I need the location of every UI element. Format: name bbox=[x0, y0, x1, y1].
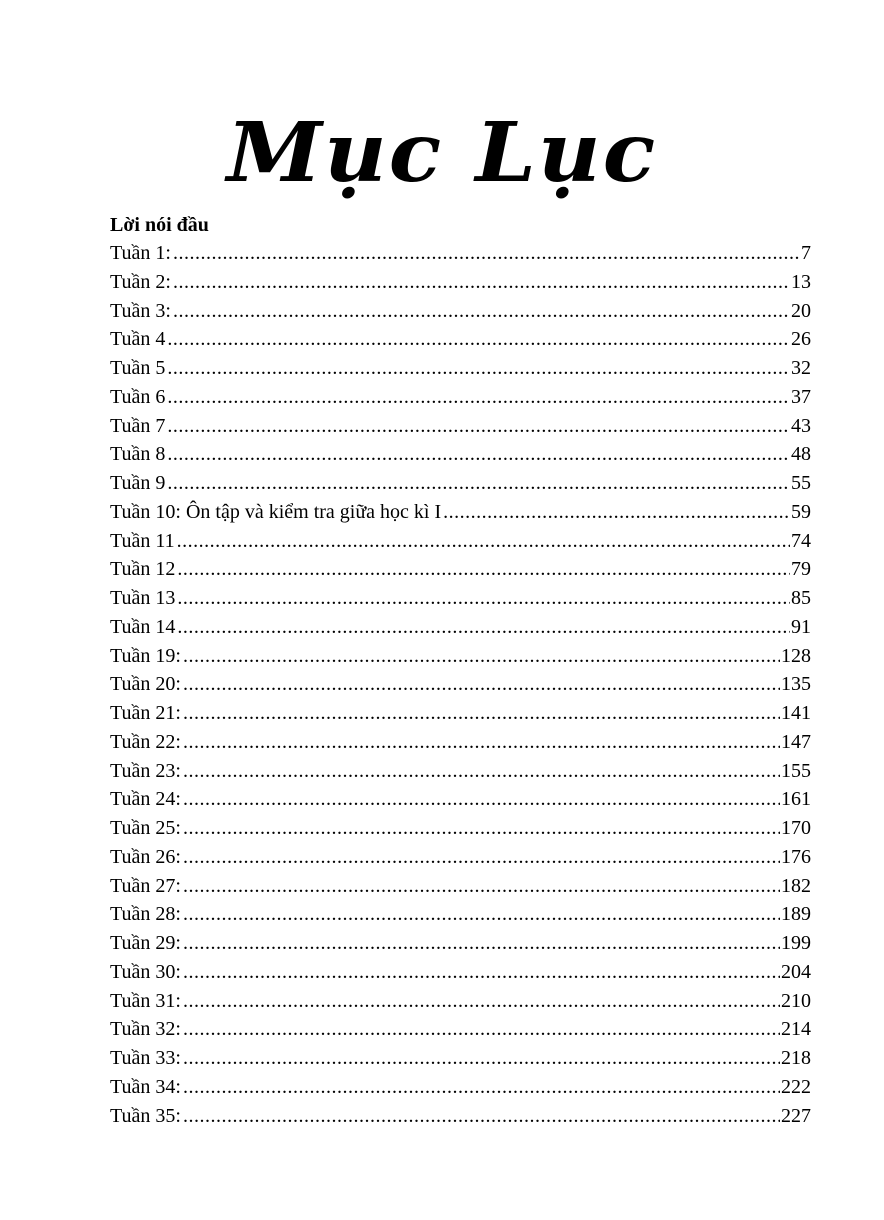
toc-entry-label: Tuần 35: bbox=[110, 1104, 181, 1127]
toc-dot-leader bbox=[173, 239, 800, 267]
toc-entry-page-number: 147 bbox=[781, 730, 811, 753]
toc-dot-leader bbox=[177, 527, 790, 555]
toc-entry bbox=[110, 555, 811, 584]
toc-dot-leader bbox=[177, 584, 790, 612]
toc-entry-label: Tuần 19: bbox=[110, 644, 181, 667]
toc-entry bbox=[110, 268, 811, 297]
toc-entry bbox=[110, 900, 811, 929]
toc-entry-label: Tuần 29: bbox=[110, 932, 181, 954]
toc-entry bbox=[110, 757, 811, 786]
toc-entry bbox=[110, 325, 811, 354]
toc-entry-label: Tuần 14 bbox=[110, 615, 176, 638]
toc-entry-page-number: 20 bbox=[791, 299, 811, 322]
toc-dot-leader bbox=[183, 843, 780, 871]
toc-dot-leader bbox=[167, 354, 790, 382]
toc-entry-label: Tuần 13 bbox=[110, 587, 176, 609]
toc-dot-leader bbox=[183, 814, 780, 842]
preface-heading: Lời nói đầu bbox=[110, 214, 209, 236]
toc-entry-page-number: 91 bbox=[791, 615, 811, 638]
toc-entry-page-number: 128 bbox=[781, 644, 811, 667]
toc-dot-leader bbox=[183, 670, 780, 698]
toc-dot-leader bbox=[183, 699, 780, 727]
toc-dot-leader bbox=[167, 440, 790, 468]
toc-entry bbox=[110, 987, 811, 1016]
toc-dot-leader bbox=[183, 1044, 780, 1072]
toc-entry-label: Tuần 33: bbox=[110, 1047, 181, 1069]
toc-entry-page-number: 214 bbox=[781, 1018, 811, 1041]
toc-dot-leader bbox=[177, 613, 790, 641]
toc-entry-label: Tuần 6 bbox=[110, 385, 166, 408]
toc-entry-page-number: 74 bbox=[791, 529, 811, 552]
toc-entry bbox=[110, 728, 811, 757]
toc-dot-leader bbox=[183, 929, 780, 957]
toc-entry bbox=[110, 527, 811, 556]
toc-entry bbox=[110, 670, 811, 699]
toc-entry bbox=[110, 469, 811, 498]
toc-entry-page-number: 182 bbox=[781, 874, 811, 897]
toc-entry bbox=[110, 584, 811, 613]
toc-entry-label: Tuần 24: bbox=[110, 788, 181, 811]
toc-entry-page-number: 13 bbox=[791, 270, 811, 293]
toc-entry-page-number: 55 bbox=[791, 472, 811, 494]
toc-entry-page-number: 43 bbox=[791, 414, 811, 437]
toc-entry bbox=[110, 1044, 811, 1073]
toc-dot-leader bbox=[183, 642, 780, 670]
toc-entry-page-number: 189 bbox=[781, 903, 811, 926]
toc-entry bbox=[110, 872, 811, 901]
toc-entry-label: Tuần 26: bbox=[110, 845, 181, 868]
toc-entry-label: Tuần 23: bbox=[110, 759, 181, 782]
toc-entry-page-number: 210 bbox=[781, 989, 811, 1012]
toc-dot-leader bbox=[183, 785, 780, 813]
toc-dot-leader bbox=[173, 268, 790, 296]
toc-dot-leader bbox=[183, 987, 780, 1015]
toc-dot-leader bbox=[177, 555, 790, 583]
toc-entry bbox=[110, 498, 811, 527]
toc-dot-leader bbox=[183, 900, 780, 928]
toc-entry-page-number: 204 bbox=[781, 960, 811, 983]
toc-entry bbox=[110, 699, 811, 728]
toc-entry bbox=[110, 239, 811, 268]
toc-entry-label: Tuần 10: Ôn tập và kiểm tra giữa học kì I bbox=[110, 500, 442, 523]
toc-entry-label: Tuần 7 bbox=[110, 414, 166, 437]
toc-entry-label: Tuần 30: bbox=[110, 960, 181, 983]
toc-dot-leader bbox=[183, 958, 780, 986]
toc-entry-page-number: 32 bbox=[791, 357, 811, 379]
toc-entry bbox=[110, 297, 811, 326]
toc-entry-page-number: 135 bbox=[781, 673, 811, 696]
toc-entry-label: Tuần 8 bbox=[110, 443, 166, 466]
toc-entry bbox=[110, 412, 811, 441]
toc-entry-page-number: 59 bbox=[791, 500, 811, 523]
toc-entry-label: Tuần 28: bbox=[110, 903, 181, 926]
toc-dot-leader bbox=[183, 1073, 780, 1101]
toc-entry bbox=[110, 354, 811, 383]
toc-entry-label: Tuần 32: bbox=[110, 1018, 181, 1041]
toc-dot-leader bbox=[167, 469, 790, 497]
toc-entry-label: Tuần 22: bbox=[110, 730, 181, 753]
toc-entry bbox=[110, 1073, 811, 1102]
toc-entry-page-number: 155 bbox=[781, 759, 811, 782]
toc-entry-page-number: 85 bbox=[791, 587, 811, 609]
toc-dot-leader bbox=[443, 498, 790, 526]
toc-dot-leader bbox=[167, 383, 790, 411]
toc-entry-page-number: 161 bbox=[781, 788, 811, 811]
toc-entry bbox=[110, 1015, 811, 1044]
toc-entry bbox=[110, 929, 811, 958]
toc-entry bbox=[110, 785, 811, 814]
toc-entry-label: Tuần 2: bbox=[110, 270, 171, 293]
page-title: Mục Lục bbox=[226, 105, 658, 201]
toc-entry bbox=[110, 958, 811, 987]
toc-entry-page-number: 48 bbox=[791, 443, 811, 466]
toc-entry-label: Tuần 27: bbox=[110, 874, 181, 897]
toc-entry-page-number: 199 bbox=[781, 932, 811, 954]
toc-dot-leader bbox=[167, 325, 790, 353]
toc-entry-page-number: 7 bbox=[801, 242, 811, 264]
toc-entry-label: Tuần 21: bbox=[110, 702, 181, 724]
toc-dot-leader bbox=[167, 412, 790, 440]
toc-dot-leader bbox=[183, 757, 780, 785]
toc-dot-leader bbox=[183, 1015, 780, 1043]
toc-entry-label: Tuần 31: bbox=[110, 989, 181, 1012]
toc-entry-page-number: 141 bbox=[781, 702, 811, 724]
toc-entry bbox=[110, 843, 811, 872]
toc-entry-label: Tuần 4 bbox=[110, 328, 166, 351]
toc-entry-label: Tuần 9 bbox=[110, 472, 166, 494]
toc-entry-page-number: 222 bbox=[781, 1075, 811, 1098]
toc-dot-leader bbox=[183, 728, 780, 756]
toc-entry-page-number: 26 bbox=[791, 328, 811, 351]
toc-entry-page-number: 79 bbox=[791, 558, 811, 581]
toc-entry-page-number: 170 bbox=[781, 817, 811, 839]
toc-entry-label: Tuần 11 bbox=[110, 529, 175, 552]
toc-entry bbox=[110, 642, 811, 671]
toc-dot-leader bbox=[183, 872, 780, 900]
toc-dot-leader bbox=[183, 1102, 780, 1130]
toc-entry-label: Tuần 1: bbox=[110, 242, 171, 264]
toc-entry-page-number: 37 bbox=[791, 385, 811, 408]
toc-entry-page-number: 227 bbox=[781, 1104, 811, 1127]
toc-entry bbox=[110, 1102, 811, 1131]
table-of-contents bbox=[110, 239, 811, 1130]
toc-entry bbox=[110, 814, 811, 843]
toc-entry-label: Tuần 3: bbox=[110, 299, 171, 322]
toc-entry-label: Tuần 20: bbox=[110, 673, 181, 696]
toc-entry-label: Tuần 25: bbox=[110, 817, 181, 839]
toc-entry bbox=[110, 613, 811, 642]
toc-dot-leader bbox=[173, 297, 790, 325]
toc-entry bbox=[110, 383, 811, 412]
toc-entry-page-number: 176 bbox=[781, 845, 811, 868]
toc-entry-label: Tuần 34: bbox=[110, 1075, 181, 1098]
toc-entry-label: Tuần 5 bbox=[110, 357, 166, 379]
toc-entry bbox=[110, 440, 811, 469]
toc-entry-label: Tuần 12 bbox=[110, 558, 176, 581]
toc-entry-page-number: 218 bbox=[781, 1047, 811, 1069]
